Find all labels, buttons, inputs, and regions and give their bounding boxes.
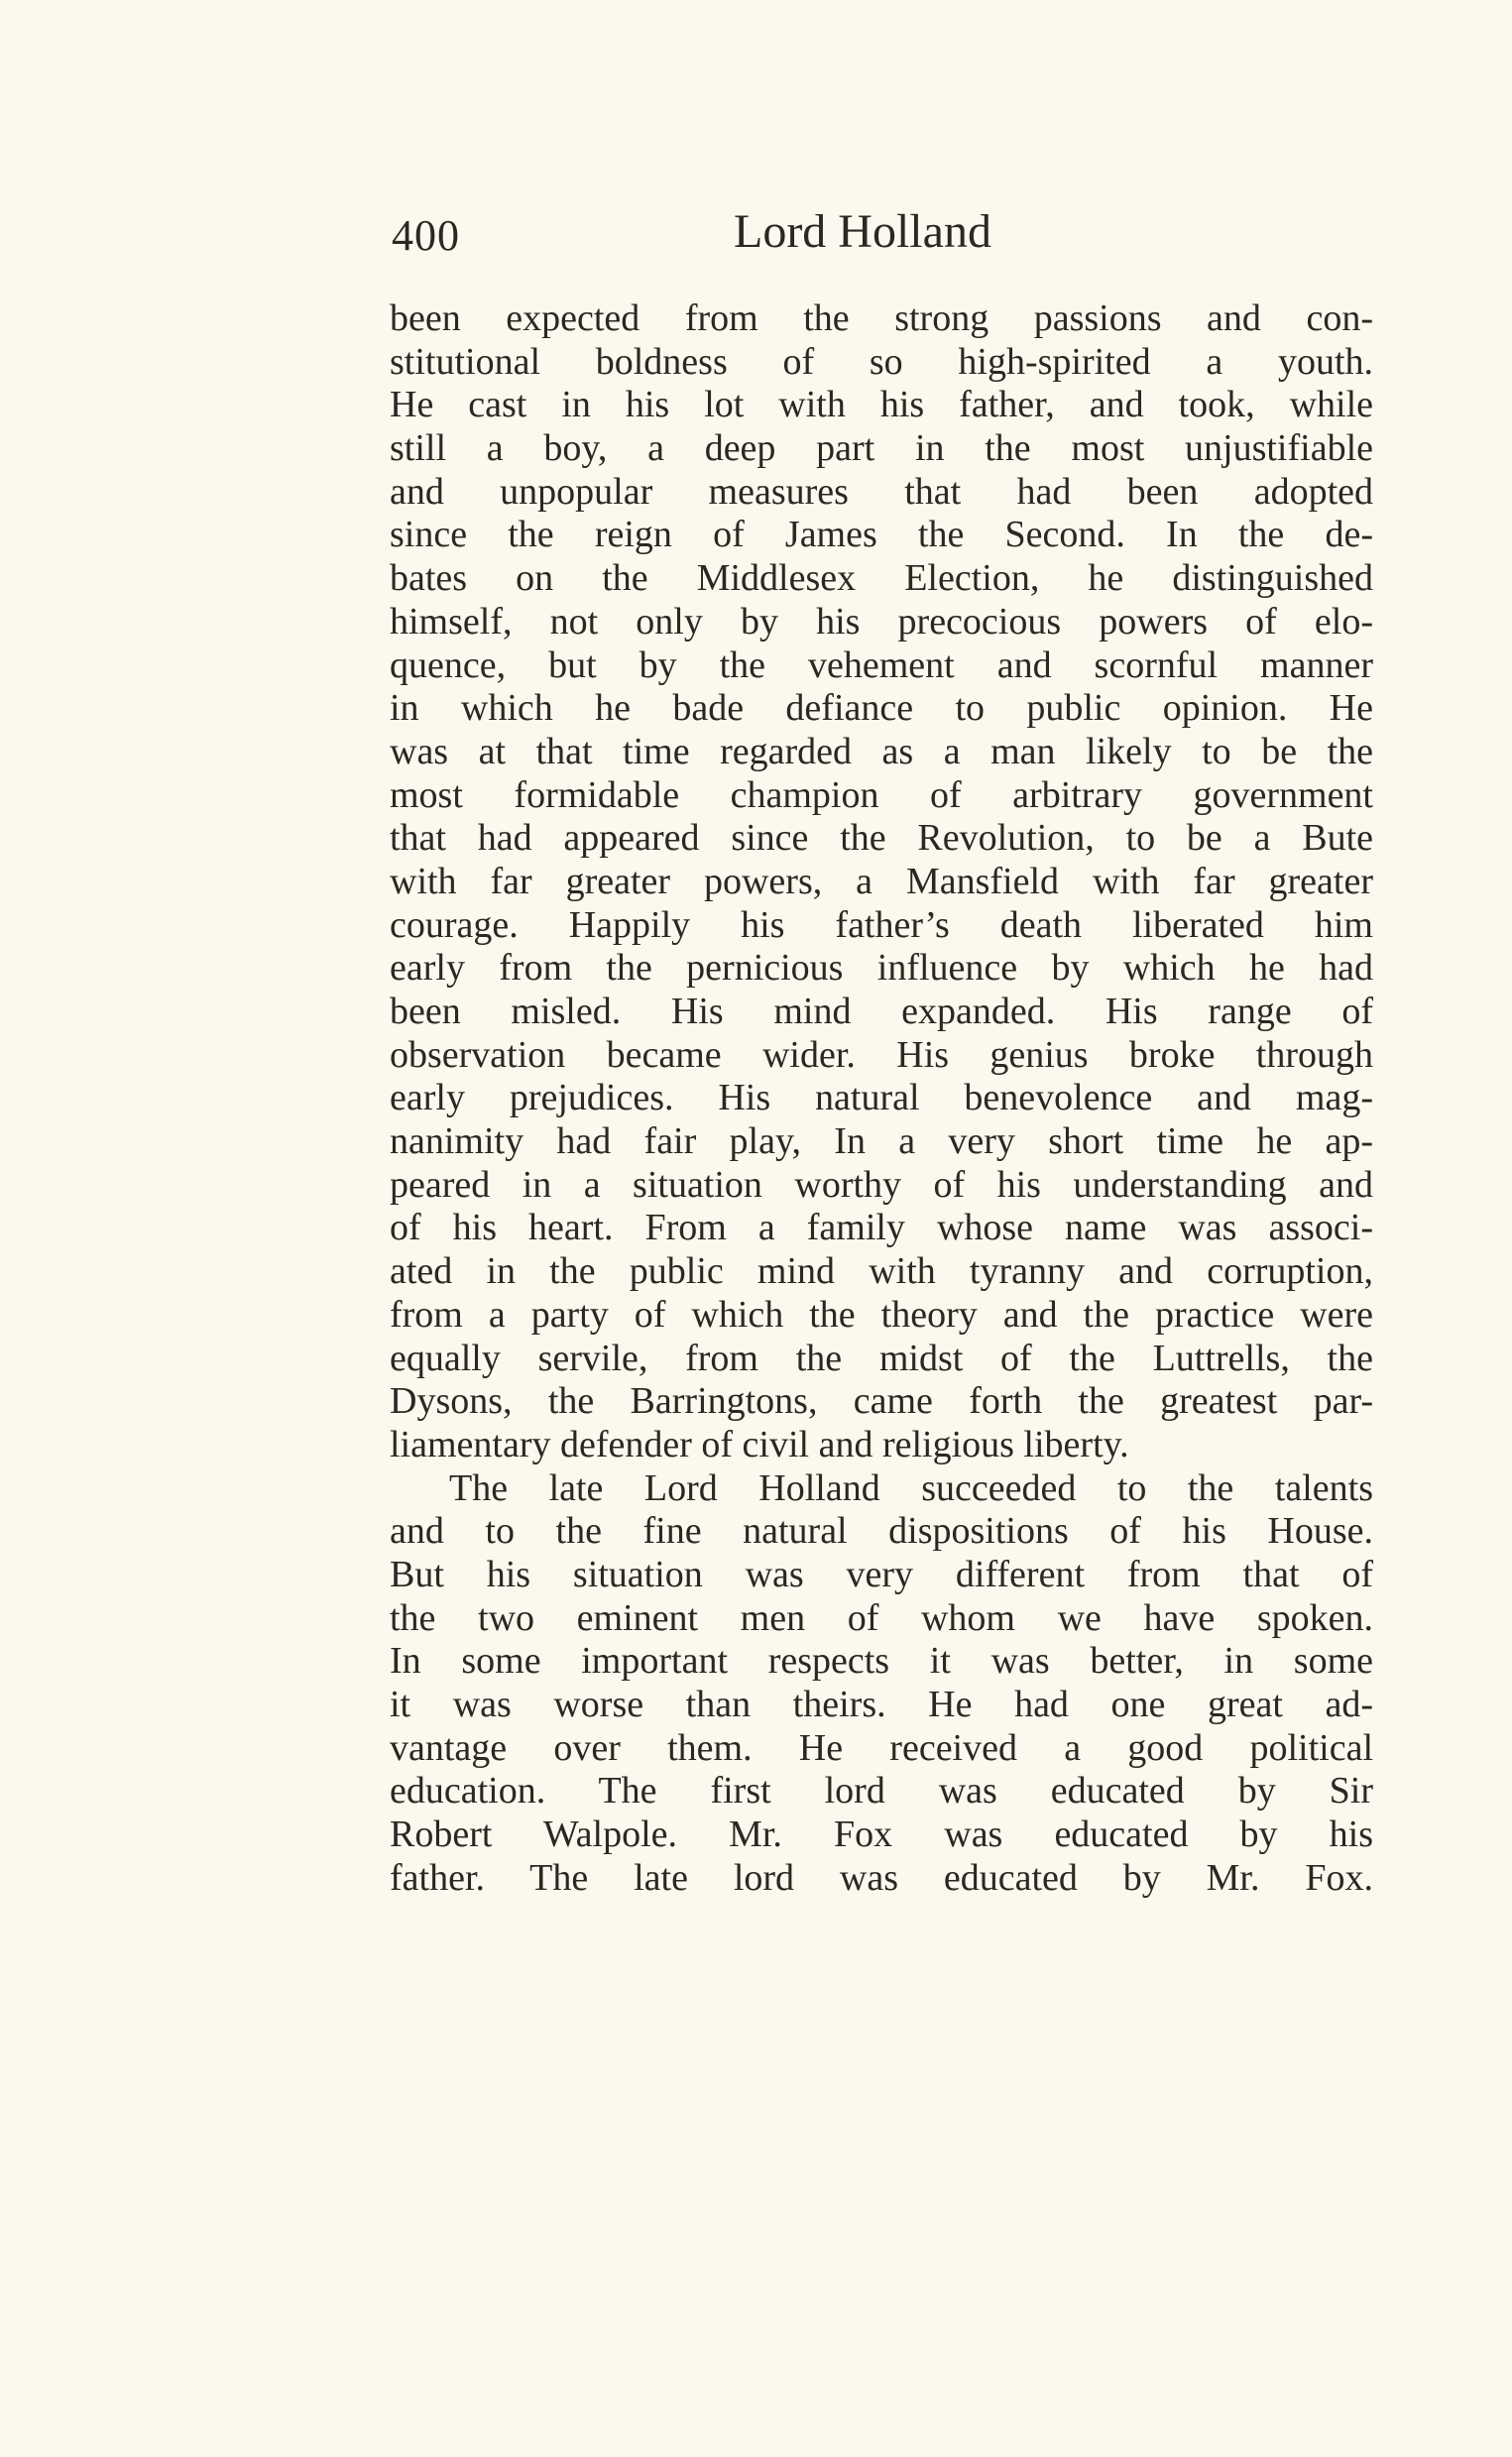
- text-line: courage. Happily his father’s death liberated him: [390, 903, 1373, 946]
- text-line: since the reign of James the Second. In the de-: [390, 514, 1373, 556]
- text-line: been expected from the strong passions and con-: [390, 297, 1373, 339]
- text-line: In some important respects it was better, in some: [390, 1640, 1373, 1683]
- text-line: education. The first lord was educated by Sir: [390, 1770, 1373, 1813]
- text-line: it was worse than theirs. He had one great ad-: [390, 1684, 1373, 1725]
- text-line: He cast in his lot with his father, and took, while: [390, 384, 1373, 426]
- text-line: was at that time regarded as a man likely to be the: [390, 730, 1373, 772]
- text-line: equally servile, from the midst of the Luttrells, the: [390, 1337, 1373, 1379]
- text-line: quence, but by the vehement and scornful manner: [390, 644, 1373, 686]
- paragraph-start-line: The late Lord Holland succeeded to the talents: [449, 1466, 1373, 1509]
- text-line: peared in a situation worthy of his understanding and: [390, 1163, 1373, 1206]
- text-line: still a boy, a deep part in the most unjustifiable: [390, 427, 1373, 470]
- text-line: of his heart. From a family whose name was associ-: [390, 1207, 1373, 1249]
- text-line: most formidable champion of arbitrary government: [390, 773, 1373, 816]
- text-line: stitutional boldness of so high-spirited a youth.: [390, 340, 1373, 383]
- text-line: Dysons, the Barringtons, came forth the greatest par-: [390, 1380, 1373, 1423]
- text-line: father. The late lord was educated by Mr. Fox.: [390, 1856, 1373, 1899]
- text-line: from a party of which the theory and the practice were: [390, 1293, 1373, 1336]
- text-line: But his situation was very different from that of: [390, 1553, 1373, 1595]
- text-line: bates on the Middlesex Election, he distinguished: [390, 557, 1373, 600]
- text-line: himself, not only by his precocious powers of elo-: [390, 600, 1373, 643]
- text-line: observation became wider. His genius broke through: [390, 1033, 1373, 1076]
- text-line: in which he bade defiance to public opinion. He: [390, 687, 1373, 730]
- text-line: been misled. His mind expanded. His range of: [390, 991, 1373, 1032]
- text-line: with far greater powers, a Mansfield with far greater: [390, 860, 1373, 902]
- body-text: [390, 297, 1373, 1900]
- text-line: vantage over them. He received a good political: [390, 1726, 1373, 1769]
- text-line: early prejudices. His natural benevolence and mag-: [390, 1077, 1373, 1119]
- text-line: and to the fine natural dispositions of his House.: [390, 1510, 1373, 1553]
- text-line: Robert Walpole. Mr. Fox was educated by his: [390, 1814, 1373, 1856]
- text-line: nanimity had fair play, In a very short time he ap-: [390, 1120, 1373, 1163]
- running-title: Lord Holland: [734, 205, 991, 258]
- running-head: [392, 205, 1383, 270]
- text-line: and unpopular measures that had been adopted: [390, 470, 1373, 513]
- text-line: ated in the public mind with tyranny and corruption,: [390, 1250, 1373, 1293]
- page-number: 400: [392, 211, 460, 260]
- text-line: early from the pernicious influence by which he had: [390, 947, 1373, 990]
- text-line: the two eminent men of whom we have spoken.: [390, 1596, 1373, 1639]
- paragraph-end-line: liamentary defender of civil and religious liberty.: [390, 1423, 1129, 1465]
- text-line: that had appeared since the Revolution, to be a Bute: [390, 817, 1373, 860]
